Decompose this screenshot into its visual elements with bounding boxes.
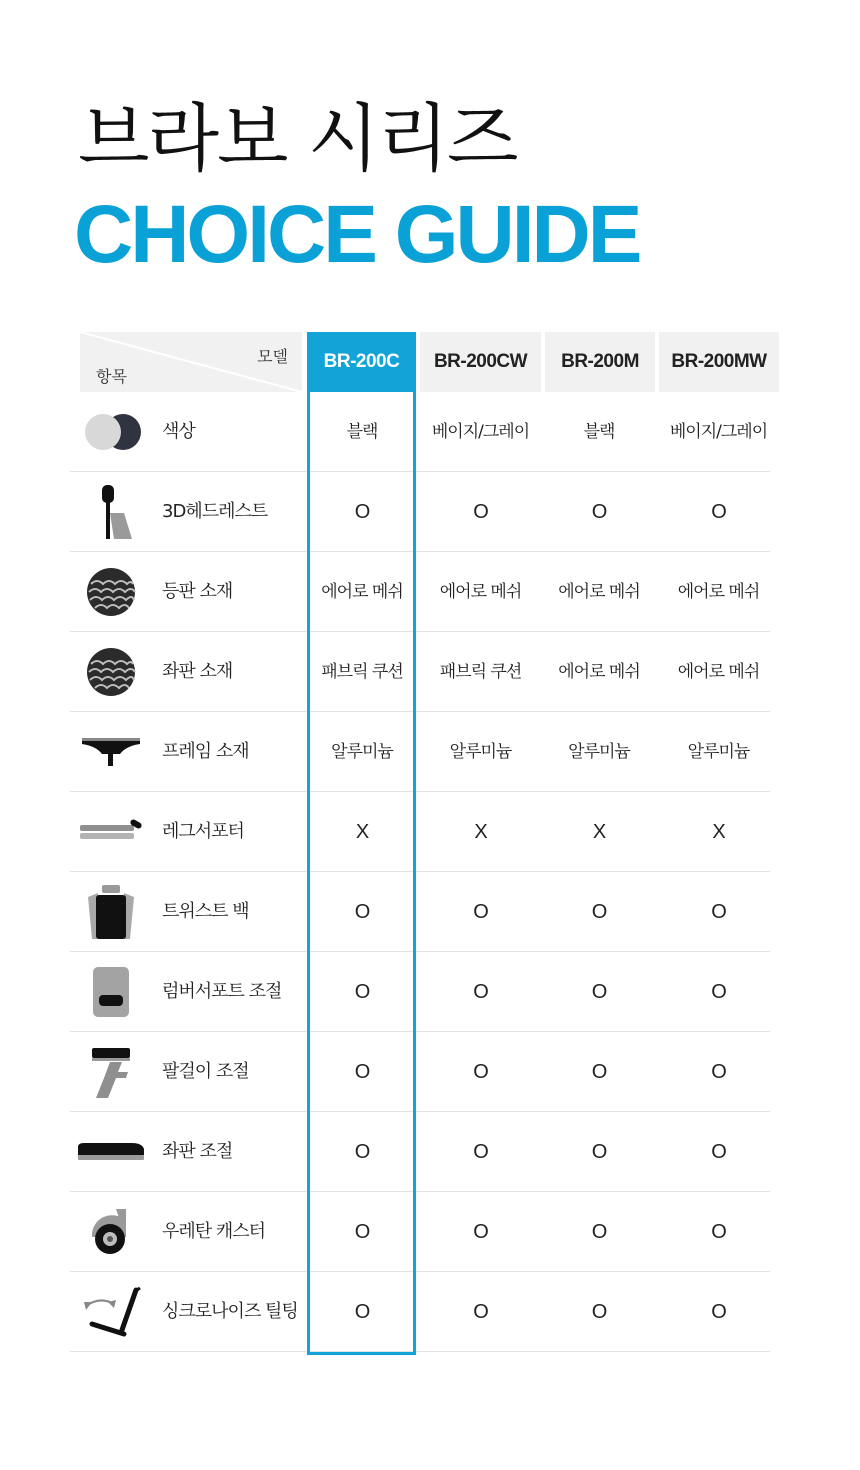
cell-br-200m: O: [591, 1141, 607, 1163]
corner-item-label: 항목: [96, 367, 127, 386]
tilting-icon: [76, 1282, 146, 1342]
cell-br-200mw: O: [711, 901, 726, 923]
cell-br-200cw: O: [473, 901, 488, 923]
seat-adjust-icon: [76, 1122, 146, 1182]
cell-br-200c: O: [354, 1301, 370, 1323]
corner-model-label: 모델: [257, 347, 288, 366]
table-row-caster: [70, 1192, 770, 1272]
cell-br-200c: O: [354, 501, 370, 523]
cell-br-200m: 에어로 메쉬: [558, 582, 640, 602]
cell-br-200m: 에어로 메쉬: [558, 662, 640, 682]
cell-br-200mw: O: [711, 501, 726, 523]
row-label: 트위스트 백: [162, 901, 249, 922]
table-row-frame-material: [70, 712, 770, 792]
table-row-twist-back: [70, 872, 770, 952]
page-title-korean: 브라보 시리즈: [78, 96, 517, 182]
model-header-br-200c: BR-200C: [307, 332, 416, 392]
table-row-armrest: [70, 1032, 770, 1112]
cell-br-200m: O: [591, 501, 607, 523]
cell-br-200cw: O: [473, 1301, 488, 1323]
cell-br-200m: O: [591, 1221, 607, 1243]
cell-br-200cw: 에어로 메쉬: [439, 582, 522, 602]
table-row-color: [70, 392, 770, 472]
cell-br-200m: O: [591, 901, 607, 923]
cell-br-200m: X: [592, 821, 606, 843]
cell-br-200cw: O: [473, 1221, 488, 1243]
cell-br-200m: 알루미늄: [568, 742, 630, 762]
table-row-lumbar-support: [70, 952, 770, 1032]
table-header-corner: [80, 332, 302, 392]
mesh-backrest-icon: [76, 562, 146, 622]
row-label: 3D헤드레스트: [162, 501, 268, 522]
cell-br-200mw: 에어로 메쉬: [677, 662, 760, 682]
cell-br-200cw: 패브릭 쿠션: [439, 662, 522, 682]
cell-br-200c: 에어로 메쉬: [321, 582, 403, 602]
table-row-headrest: [70, 472, 770, 552]
table-row-back-material: [70, 552, 770, 632]
cell-br-200mw: O: [711, 1141, 726, 1163]
frame-icon: [76, 722, 146, 782]
cell-br-200m: O: [591, 1301, 607, 1323]
cell-br-200cw: 알루미늄: [449, 742, 512, 762]
model-header-br-200mw: BR-200MW: [659, 332, 779, 392]
cell-br-200c: O: [354, 1221, 370, 1243]
model-header-br-200m: BR-200M: [545, 332, 655, 392]
leg-support-icon: [76, 802, 146, 862]
cell-br-200cw: O: [473, 1061, 488, 1083]
cell-br-200mw: 베이지/그레이: [669, 422, 768, 442]
mesh-seat-icon: [76, 642, 146, 702]
row-label: 레그서포터: [162, 821, 244, 842]
cell-br-200mw: X: [712, 821, 725, 843]
row-label: 프레임 소재: [162, 741, 249, 762]
cell-br-200c: O: [354, 1061, 370, 1083]
cell-br-200c: X: [355, 821, 369, 843]
model-header-br-200cw: BR-200CW: [420, 332, 541, 392]
row-label: 팔걸이 조절: [162, 1061, 249, 1082]
cell-br-200c: O: [354, 1141, 370, 1163]
lumbar-support-icon: [76, 962, 146, 1022]
row-label: 좌판 소재: [162, 661, 233, 682]
row-label: 럼버서포트 조절: [162, 981, 282, 1002]
cell-br-200mw: 알루미늄: [687, 742, 750, 762]
cell-br-200mw: 에어로 메쉬: [677, 582, 760, 602]
cell-br-200cw: X: [474, 821, 487, 843]
row-label: 좌판 조절: [162, 1141, 233, 1162]
page-title-english: CHOICE GUIDE: [74, 189, 640, 280]
cell-br-200c: 패브릭 쿠션: [321, 662, 403, 682]
row-label: 색상: [162, 421, 195, 442]
armrest-icon: [76, 1042, 146, 1102]
cell-br-200m: 블랙: [583, 422, 615, 442]
cell-br-200mw: O: [711, 1301, 726, 1323]
cell-br-200c: O: [354, 901, 370, 923]
table-row-leg-support: [70, 792, 770, 872]
cell-br-200c: 알루미늄: [331, 742, 393, 762]
cell-br-200c: 블랙: [346, 422, 378, 442]
cell-br-200mw: O: [711, 1061, 726, 1083]
cell-br-200m: O: [591, 1061, 607, 1083]
color-swatch-icon: [76, 402, 146, 462]
cell-br-200mw: O: [711, 981, 726, 1003]
cell-br-200cw: O: [473, 1141, 488, 1163]
cell-br-200cw: O: [473, 981, 488, 1003]
headrest-icon: [76, 482, 146, 542]
cell-br-200cw: 베이지/그레이: [431, 422, 530, 442]
table-row-seat-material: [70, 632, 770, 712]
table-row-tilting: [70, 1272, 770, 1352]
row-label: 우레탄 캐스터: [162, 1221, 266, 1242]
cell-br-200c: O: [354, 981, 370, 1003]
table-row-seat-adjust: [70, 1112, 770, 1192]
twist-back-icon: [76, 882, 146, 942]
row-label: 싱크로나이즈 틸팅: [162, 1301, 298, 1322]
cell-br-200cw: O: [473, 501, 488, 523]
cell-br-200m: O: [591, 981, 607, 1003]
row-label: 등판 소재: [162, 581, 233, 602]
cell-br-200mw: O: [711, 1221, 726, 1243]
caster-icon: [76, 1202, 146, 1262]
